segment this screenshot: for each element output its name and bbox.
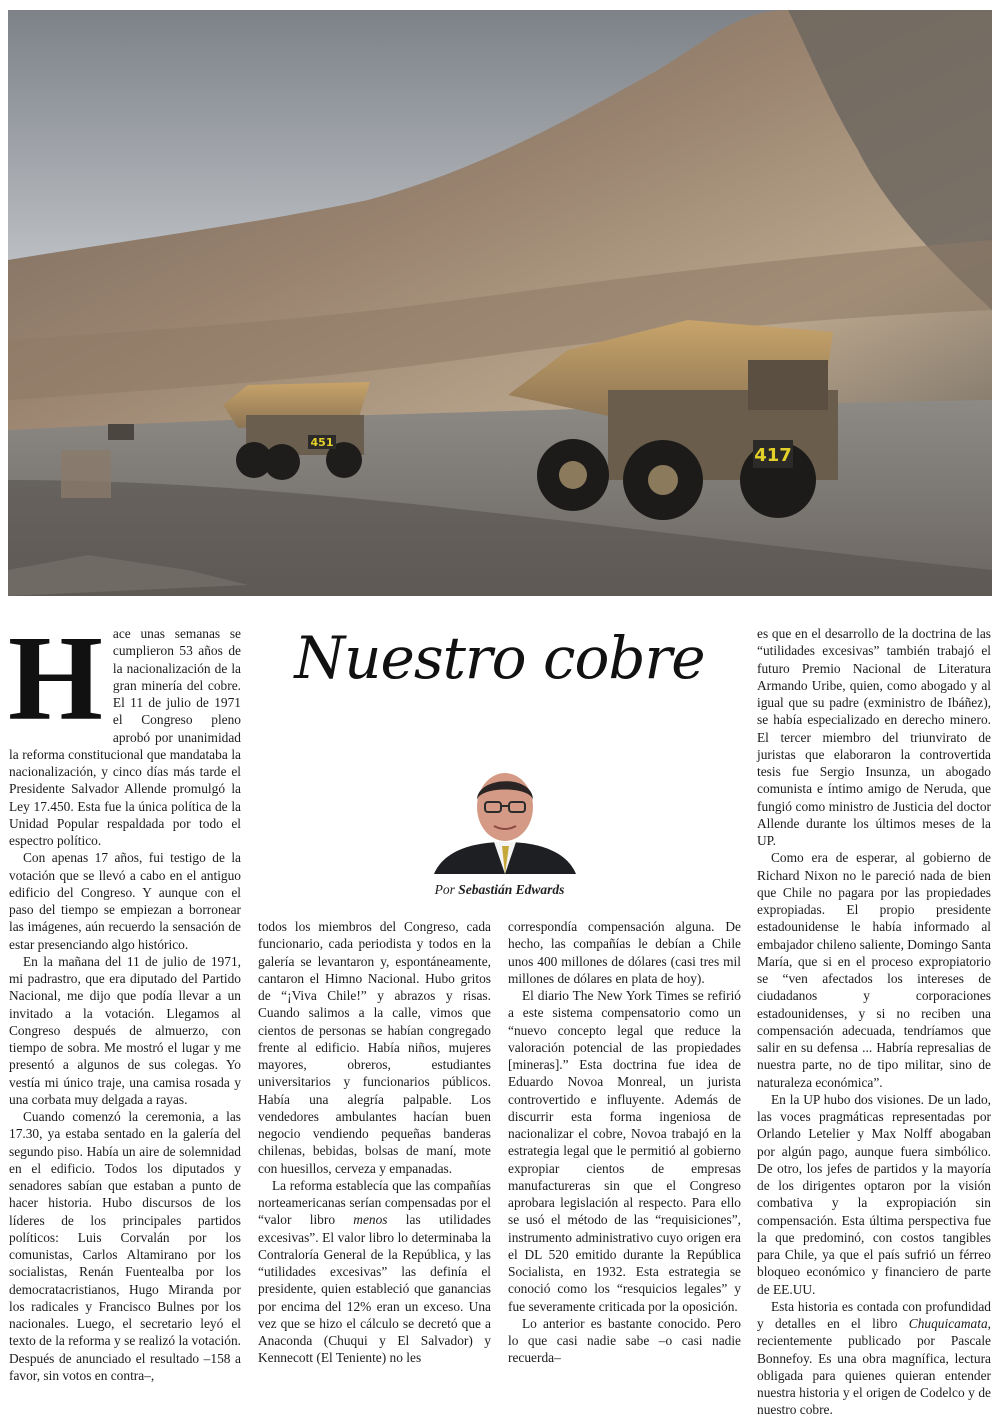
drop-cap: H — [8, 611, 103, 746]
paragraph: Como era de esperar, al gobierno de Richard Nixon no le pareció nada de bien que Chile no pagara por las propiedades expropiadas. El propio presidente estadounidense le había informado al embajador chileno saliente, Domingo Santa María, que si en el proceso expropiatorio se “ven afectados los intereses de ciudadanos y corporaciones estadounidenses, y si no reciben una compensación adecuada, tendríamos que salir en su defensa ... Habría represalias de nuestra parte, no de tipo militar, sino de naturaleza económica”. — [757, 850, 991, 1090]
paragraph: Con apenas 17 años, fui testigo de la votación que se llevó a cabo en el antiguo edificio del Congreso. Y aunque con el paso del tiempo se empiezan a borronear las imágenes, aún recuerdo la sensación de estar presenciando algo histórico. — [9, 850, 241, 952]
hero-photo-mine-trucks — [8, 10, 992, 596]
paragraph-continuation: correspondía compensación alguna. De hecho, las compañías le debían a Chile unos 400 millones de dólares (casi tres mil millones de dólares en plata de hoy). — [508, 919, 741, 986]
author-name: Sebastián Edwards — [458, 882, 565, 897]
text-run: La reforma establecía que las compañías norteamericanas serían compensadas por el “valor libro — [258, 1177, 491, 1228]
text-run: las utilidades excesivas”. El valor libro lo determinaba la Contraloría General de la República, y las “utilidades excesivas” las definía el presidente, quien estableció que ganancias por encima del 12% eran un exceso. Una vez que se hizo el cálculo se decretó que a Anaconda (Chuqui y El Salvador) y Kennecott (El Teniente) no les — [258, 1212, 491, 1366]
column-1 — [8, 611, 241, 1384]
text-run: , recientemente publicado por Pascale Bonnefoy. Es una obra magnífica, lectura obligada para quienes quieran entender nuestra historia y el origen de Codelco y de nuestro cobre. — [757, 1316, 991, 1418]
article-headline: Nuestro cobre — [294, 624, 705, 692]
mine-scene-illustration — [8, 10, 992, 596]
paragraph: El diario The New York Times se refirió a este sistema compensatorio como un “nuevo concepto legal que reduce la valoración potencial de las propiedades [mineras].” Esta doctrina fue idea de Eduardo Novoa Monreal, un jurista controvertido e influyente. Además de discurrir esta forma ingeniosa de nacionalizar el cobre, Novoa trabajó en la estrategia legal que le permitió al gobierno expropiar cientos de empresas manufactureras sin que el Congreso aprobara legislación al respecto. Para ello se usó el método de las “requisiciones”, instrumento administrativo cuyo origen era el DL 520 emitido durante la República Socialista, en 1932. Esta estrategia se conoció como los “resquicios legales” y fue severamente criticada por la oposición. — [508, 988, 741, 1314]
blurred-patch — [61, 450, 111, 498]
byline — [258, 882, 741, 898]
paragraph: Cuando comenzó la ceremonia, a las 17.30, ya estaba sentado en la galería del segundo piso. Había un aire de solemnidad en el edificio. Todos los diputados y senadores sabían que estaban a punto de hacer historia. Hubo discursos de los líderes de los principales partidos políticos: Luis Corvalán por los comunistas, Carlos Altamirano por los socialistas, Renán Fuentealba por los democratacristianos, Hugo Miranda por los radicales y Francisco Bulnes por los nacionales. Luego, el secretario leyó el texto de la reforma y se realizó la votación. Después de anunciado el resultado –158 a favor, sin votos en contra–, — [9, 1109, 241, 1383]
emphasis: menos — [353, 1212, 388, 1228]
truck-right-number: 417 — [754, 445, 792, 466]
byline-prefix: Por — [434, 882, 455, 897]
paragraph-continuation: es que en el desarrollo de la doctrina de las “utilidades excesivas” también trabajó el futuro Premio Nacional de Literatura Armando Uribe, quien, como abogado y al igual que su padre (exministro de Ibáñez), se había especializado en derecho minero. El tercer miembro del triunvirato de juristas que elaboraron la controvertida tesis fue Sergio Insunza, un abogado comunista e íntimo amigo de Neruda, que fungió como ministro de Justicia del doctor Allende durante los últimos meses de la UP. — [757, 626, 991, 848]
distant-truck — [108, 424, 134, 440]
text-run: Esta historia es contada con profundidad y detalles en el libro — [757, 1298, 991, 1331]
paragraph — [757, 1298, 991, 1419]
paragraph: En la UP hubo dos visiones. De un lado, las voces pragmáticas representadas por Orlando Letelier y Max Nolff abogaban por algún pago, aunque fuera simbólico. De otro, los jefes de partidos y la mayoría de los dirigentes optaron por la visión combativa y la expropiación sin compensación. Esta última perspectiva fue la que predominó, con costos tangibles para Chile, ya que el país sufrió un férreo bloqueo económico y financiero de parte de EE.UU. — [757, 1091, 991, 1297]
column-2 — [258, 918, 491, 1367]
author-portrait-illustration — [434, 762, 576, 874]
book-title: Chuquicamata — [908, 1316, 988, 1331]
column-4 — [757, 625, 991, 1419]
paragraph — [258, 1177, 491, 1367]
lead-paragraph — [8, 611, 241, 849]
column-3 — [508, 918, 741, 1367]
author-portrait — [434, 762, 576, 874]
paragraph: Lo anterior es bastante conocido. Pero lo que casi nadie sabe –o casi nadie recuerda– — [508, 1315, 741, 1366]
paragraph: En la mañana del 11 de julio de 1971, mi padrastro, que era diputado del Partido Nacional, me dijo que podía llevar a un invitado a la votación. Llegamos al Congreso después de almuerzo, con tiempo de sobra. Me mostró el lugar y me presentó a algunos de sus colegas. Yo vestía mi único traje, una camisa rosada y una corbata muy delgada a rayas. — [9, 953, 241, 1107]
truck-left-number: 451 — [310, 436, 334, 449]
paragraph-continuation: todos los miembros del Congreso, cada funcionario, cada periodista y todos en la galería se levantaron y, espontáneamente, cantaron el Himno Nacional. Hubo gritos de “¡Viva Chile!” y abrazos y risas. Cuando salimos a la calle, vimos que cientos de personas se habían congregado frente al edificio. Había niños, mujeres mayores, obreros, estudiantes universitarios y funcionarios públicos. Había una alegría palpable. Los vendedores ambulantes hacían buen negocio vendiendo pequeñas banderas chilenas, bebidas, bolsas de maní, mote con huesillos, cerveza y empanadas. — [258, 919, 491, 1176]
lead-text: ace unas semanas se cumplieron 53 años de la nacionalización de la gran minería del cobre. El 11 de julio de 1971 el Congreso pleno aprobó por unanimidad la reforma constitucional que mandataba la nacionalización, y cinco días más tarde el Presidente Salvador Allende promulgó la Ley 17.450. Esta fue la única política de la Unidad Popular respaldada por todo el espectro político. — [9, 626, 241, 848]
